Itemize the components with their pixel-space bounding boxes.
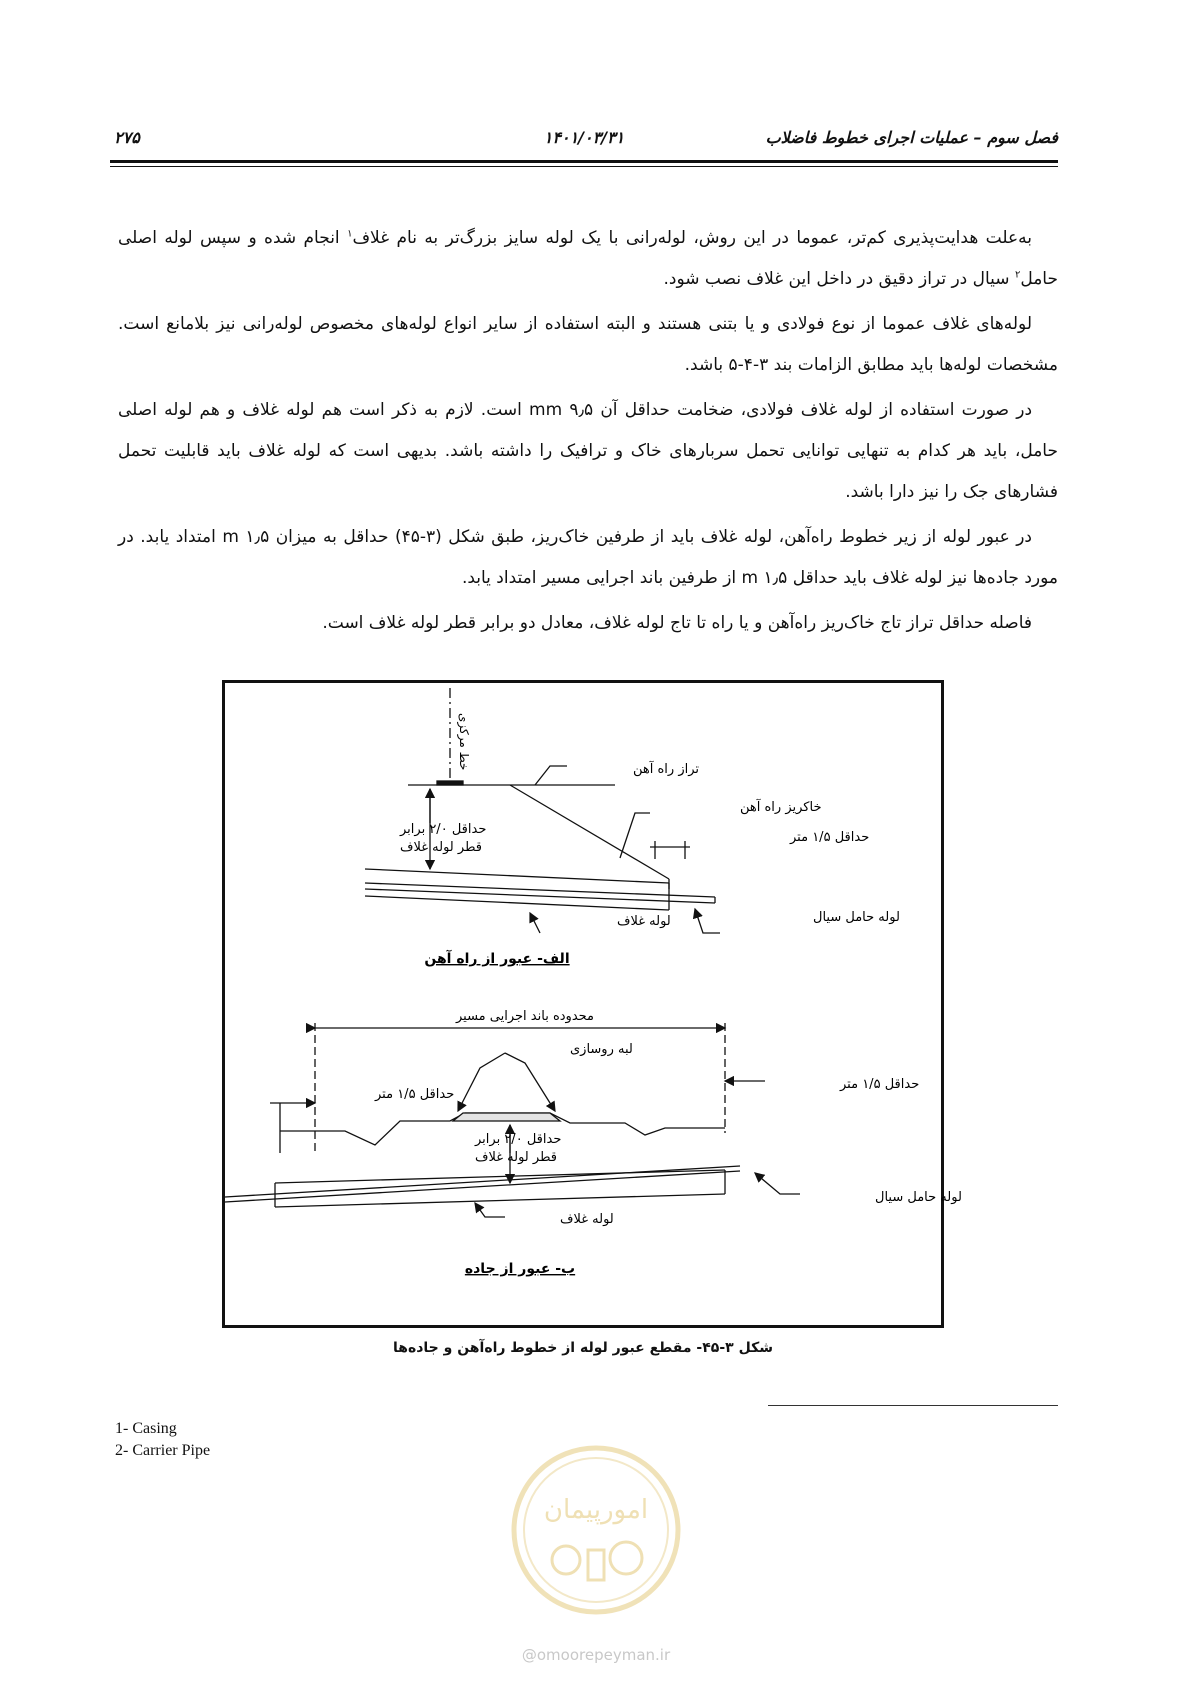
p1-text-a: به‌علت هدایت‌پذیری کم‌تر، عموما در این روش، لوله‌رانی با یک لوله سایز بزرگ‌تر به نام غلاف <box>352 228 1032 248</box>
figure-frame <box>222 680 962 1328</box>
carrier-pipe-top <box>365 883 715 897</box>
carrier-pipe-bottom <box>365 889 715 903</box>
paragraph-2: لوله‌های غلاف عموما از نوع فولادی و یا بتنی هستند و البته استفاده از سایر انواع لوله‌های مخصوص لوله‌رانی نیز بلامانع است. مشخصات لوله‌ها باید مطابق الزامات بند ۳-۴-۵ باشد. <box>118 314 1058 375</box>
seal-logo <box>506 1440 686 1620</box>
min-distance-label-top: حداقل ۱/۵ متر <box>790 830 870 845</box>
casing-pipe-top <box>365 869 669 883</box>
p1-text-b: انجام شده و سپس لوله اصلی حامل <box>118 228 1058 289</box>
casing-leader-top <box>530 913 540 933</box>
band-label: محدوده باند اجرایی مسیر <box>455 1009 595 1024</box>
min-distance-label-right: حداقل ۱/۵ متر <box>840 1077 920 1092</box>
figure-caption: شکل ۳-۴۵- مقطع عبور لوله از خطوط راه‌آهن و جاده‌ها <box>393 1340 773 1356</box>
casing-pipe-bottom <box>365 896 669 910</box>
footnote-ref-1: ۱ <box>347 228 353 240</box>
rail-level-label: تراز راه آهن <box>633 762 700 777</box>
road-carrier-leader <box>755 1173 800 1194</box>
watermark-text: @omoorepeyman.ir <box>521 1646 671 1664</box>
casing-label-top: لوله غلاف <box>617 914 671 929</box>
embankment-label: خاکریز راه آهن <box>740 800 822 815</box>
road-carrier-bottom <box>225 1171 740 1202</box>
seal-text: امورپیمان <box>543 1495 649 1525</box>
carrier-label-top: لوله حامل سیال <box>813 910 900 925</box>
footnote-rule <box>768 1405 1058 1406</box>
pavement <box>453 1113 560 1121</box>
embankment-slope <box>510 785 669 879</box>
pavement-edge-leader-left <box>458 1053 505 1111</box>
footnote-2: 2- Carrier Pipe <box>115 1442 211 1459</box>
rail-level-leader <box>535 766 567 785</box>
rail-marker <box>437 781 463 785</box>
paragraph-4: در عبور لوله از زیر خطوط راه‌آهن، لوله غلاف باید از طرفین خاک‌ریز، طبق شکل (۳-۴۵) حداقل به میزان ۱٫۵ m امتداد یابد. در مورد جاده‌ها نیز لوله غلاف باید حداقل ۱٫۵ m از طرفین باند اجرایی مسیر امتداد یابد. <box>118 527 1058 588</box>
title-top: الف- عبور از راه آهن <box>424 951 570 967</box>
cross-section-diagram <box>225 683 962 1325</box>
page-number: ۲۷۵ <box>114 128 140 147</box>
seal-icon <box>506 1440 686 1620</box>
embankment-leader <box>620 813 650 858</box>
header-rule-thin <box>110 166 1058 167</box>
page-header <box>110 128 1058 152</box>
min-cover-label-top-2: قطر لوله غلاف <box>400 840 482 855</box>
pavement-edge-label: لبه روسازی <box>570 1042 633 1057</box>
road-casing-leader <box>475 1203 505 1217</box>
centerline-label: خط مرکزی <box>457 713 471 771</box>
paragraph-1 <box>118 218 1058 300</box>
casing-label-bottom: لوله غلاف <box>560 1212 614 1227</box>
title-bottom: ب- عبور از جاده <box>464 1261 576 1277</box>
min-cover-label-top-1: حداقل ۲/۰ برابر <box>400 822 487 837</box>
footnotes <box>115 1418 210 1462</box>
min-cover-label-bottom-2: قطر لوله غلاف <box>475 1150 557 1165</box>
footnote-ref-2: ۲ <box>1014 269 1021 281</box>
carrier-leader-top <box>695 909 720 933</box>
paragraph-5: فاصله حداقل تراز تاج خاک‌ریز راه‌آهن و یا راه تا تاج لوله غلاف، معادل دو برابر قطر لوله غلاف است. <box>322 613 1032 633</box>
header-date: ۱۴۰۱/۰۳/۳۱ <box>543 128 625 147</box>
paragraph-3: در صورت استفاده از لوله غلاف فولادی، ضخامت حداقل آن ۹٫۵ mm است. لازم به ذکر است هم لوله غلاف و هم لوله اصلی حامل، باید هر کدام به تنهایی توانایی تحمل سربارهای خاک و ترافیک را داشته باشد. بدیهی است که لوله غلاف باید قابلیت تحمل فشارهای جک را نیز دارا باشد. <box>118 400 1058 502</box>
min-distance-label-left: حداقل ۱/۵ متر <box>375 1087 455 1102</box>
body-text <box>118 218 1058 648</box>
road-casing-bottom <box>275 1194 725 1207</box>
p1-text-c: سیال در تراز دقیق در داخل این غلاف نصب شود. <box>663 269 1015 289</box>
footnote-1: 1- Casing <box>115 1420 177 1437</box>
carrier-label-bottom: لوله حامل سیال <box>875 1190 962 1205</box>
header-rule-thick <box>110 160 1058 163</box>
road-carrier-top <box>225 1166 740 1197</box>
min-cover-label-bottom-1: حداقل ۲/۰ برابر <box>475 1132 562 1147</box>
chapter-title: فصل سوم – عملیات اجرای خطوط فاضلاب <box>765 128 1058 147</box>
pavement-edge-leader-right <box>505 1053 555 1111</box>
